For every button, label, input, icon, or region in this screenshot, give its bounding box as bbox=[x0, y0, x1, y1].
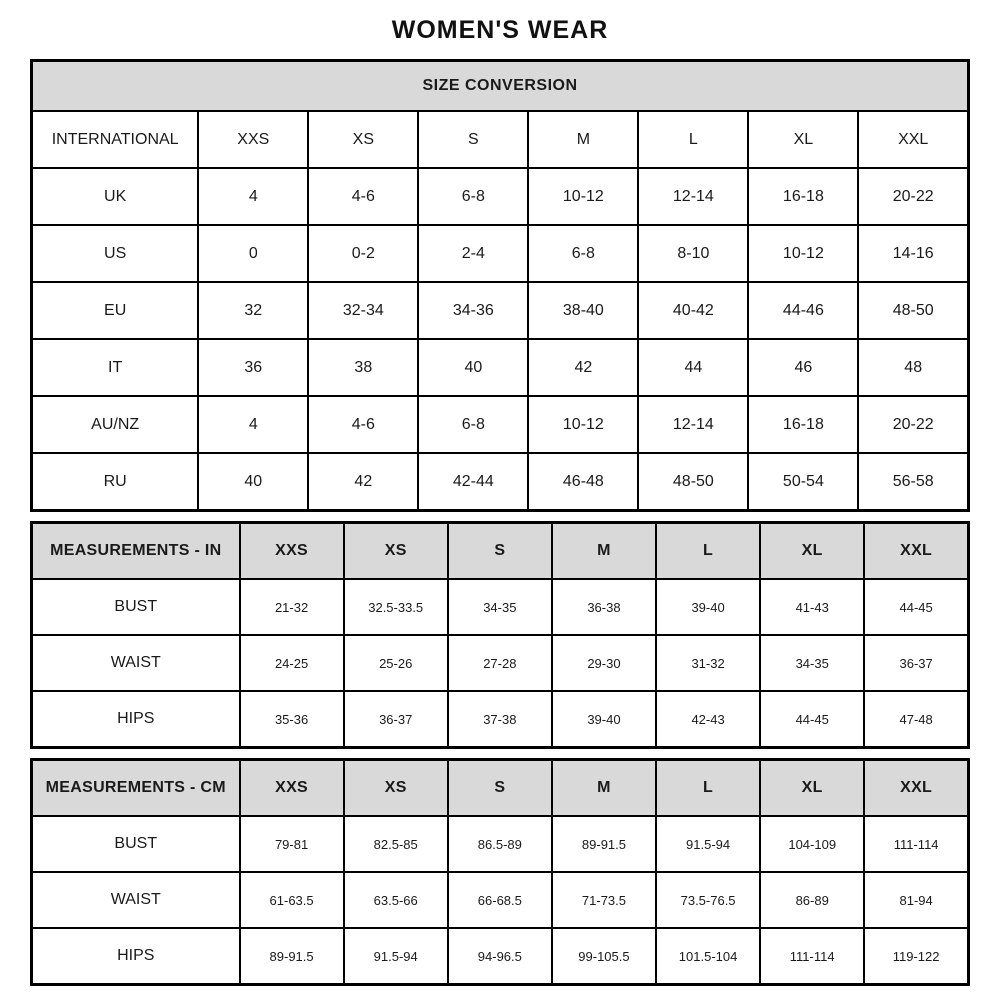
cell-value: 101.5-104 bbox=[656, 928, 760, 985]
column-header: XS bbox=[308, 111, 418, 168]
cell-value: 36-38 bbox=[552, 579, 656, 635]
cell-value: 81-94 bbox=[864, 872, 968, 928]
cell-value: 89-91.5 bbox=[552, 816, 656, 872]
row-label: IT bbox=[32, 339, 199, 396]
measurements-cm-row bbox=[32, 816, 969, 872]
size-conversion-row bbox=[32, 339, 969, 396]
cell-value: 86.5-89 bbox=[448, 816, 552, 872]
cell-value: 29-30 bbox=[552, 635, 656, 691]
column-header: XXS bbox=[240, 760, 344, 817]
cell-value: 40 bbox=[198, 453, 308, 511]
column-header: M bbox=[528, 111, 638, 168]
cell-value: 35-36 bbox=[240, 691, 344, 748]
table-title: MEASUREMENTS - IN bbox=[32, 523, 240, 580]
page-title: WOMEN'S WEAR bbox=[391, 16, 609, 44]
cell-value: 0-2 bbox=[308, 225, 418, 282]
column-header: XS bbox=[344, 523, 448, 580]
cell-value: 71-73.5 bbox=[552, 872, 656, 928]
cell-value: 44 bbox=[638, 339, 748, 396]
cell-value: 37-38 bbox=[448, 691, 552, 748]
cell-value: 10-12 bbox=[748, 225, 858, 282]
column-header: XL bbox=[748, 111, 858, 168]
measurements-cm-body bbox=[32, 760, 969, 985]
cell-value: 86-89 bbox=[760, 872, 864, 928]
column-header: L bbox=[638, 111, 748, 168]
measurements-cm-table bbox=[30, 758, 970, 986]
column-header: L bbox=[656, 760, 760, 817]
size-conversion-banner: SIZE CONVERSION bbox=[32, 61, 969, 112]
measurements-in-body bbox=[32, 523, 969, 748]
cell-value: 91.5-94 bbox=[656, 816, 760, 872]
cell-value: 36-37 bbox=[344, 691, 448, 748]
cell-value: 50-54 bbox=[748, 453, 858, 511]
size-conversion-banner-row bbox=[32, 61, 969, 112]
size-conversion-body bbox=[32, 61, 969, 511]
measurements-cm-row bbox=[32, 928, 969, 985]
cell-value: 91.5-94 bbox=[344, 928, 448, 985]
measurements-cm-header-row bbox=[32, 760, 969, 817]
cell-value: 61-63.5 bbox=[240, 872, 344, 928]
cell-value: 8-10 bbox=[638, 225, 748, 282]
measurements-in-row bbox=[32, 579, 969, 635]
cell-value: 20-22 bbox=[858, 396, 968, 453]
cell-value: 12-14 bbox=[638, 168, 748, 225]
row-label: US bbox=[32, 225, 199, 282]
column-header: S bbox=[448, 523, 552, 580]
column-header: M bbox=[552, 523, 656, 580]
cell-value: 36 bbox=[198, 339, 308, 396]
column-header: XXL bbox=[858, 111, 968, 168]
column-header: XL bbox=[760, 760, 864, 817]
measurements-in-table bbox=[30, 521, 970, 749]
size-conversion-row bbox=[32, 396, 969, 453]
row-label: HIPS bbox=[32, 928, 240, 985]
cell-value: 4-6 bbox=[308, 396, 418, 453]
cell-value: 25-26 bbox=[344, 635, 448, 691]
cell-value: 32-34 bbox=[308, 282, 418, 339]
cell-value: 63.5-66 bbox=[344, 872, 448, 928]
column-header: S bbox=[418, 111, 528, 168]
row-label: AU/NZ bbox=[32, 396, 199, 453]
cell-value: 38 bbox=[308, 339, 418, 396]
measurements-in-row bbox=[32, 691, 969, 748]
column-header: XXS bbox=[240, 523, 344, 580]
cell-value: 42-44 bbox=[418, 453, 528, 511]
size-conversion-row bbox=[32, 282, 969, 339]
cell-value: 44-45 bbox=[760, 691, 864, 748]
column-header: XXL bbox=[864, 760, 968, 817]
cell-value: 0 bbox=[198, 225, 308, 282]
row-label: EU bbox=[32, 282, 199, 339]
row-label-header: INTERNATIONAL bbox=[32, 111, 199, 168]
cell-value: 41-43 bbox=[760, 579, 864, 635]
cell-value: 34-35 bbox=[760, 635, 864, 691]
cell-value: 48-50 bbox=[858, 282, 968, 339]
measurements-cm-row bbox=[32, 872, 969, 928]
cell-value: 14-16 bbox=[858, 225, 968, 282]
cell-value: 44-45 bbox=[864, 579, 968, 635]
cell-value: 111-114 bbox=[760, 928, 864, 985]
cell-value: 48-50 bbox=[638, 453, 748, 511]
cell-value: 89-91.5 bbox=[240, 928, 344, 985]
cell-value: 66-68.5 bbox=[448, 872, 552, 928]
table-title: MEASUREMENTS - CM bbox=[32, 760, 240, 817]
cell-value: 32 bbox=[198, 282, 308, 339]
column-header: M bbox=[552, 760, 656, 817]
cell-value: 40-42 bbox=[638, 282, 748, 339]
cell-value: 12-14 bbox=[638, 396, 748, 453]
cell-value: 111-114 bbox=[864, 816, 968, 872]
cell-value: 36-37 bbox=[864, 635, 968, 691]
cell-value: 42 bbox=[308, 453, 418, 511]
cell-value: 21-32 bbox=[240, 579, 344, 635]
cell-value: 73.5-76.5 bbox=[656, 872, 760, 928]
cell-value: 44-46 bbox=[748, 282, 858, 339]
cell-value: 16-18 bbox=[748, 168, 858, 225]
cell-value: 34-36 bbox=[418, 282, 528, 339]
column-header: S bbox=[448, 760, 552, 817]
cell-value: 104-109 bbox=[760, 816, 864, 872]
row-label: WAIST bbox=[32, 635, 240, 691]
column-header: XXL bbox=[864, 523, 968, 580]
cell-value: 4-6 bbox=[308, 168, 418, 225]
cell-value: 40 bbox=[418, 339, 528, 396]
cell-value: 6-8 bbox=[528, 225, 638, 282]
cell-value: 4 bbox=[198, 168, 308, 225]
cell-value: 16-18 bbox=[748, 396, 858, 453]
cell-value: 46 bbox=[748, 339, 858, 396]
size-conversion-row bbox=[32, 453, 969, 511]
cell-value: 39-40 bbox=[656, 579, 760, 635]
cell-value: 47-48 bbox=[864, 691, 968, 748]
row-label: BUST bbox=[32, 579, 240, 635]
column-header: XXS bbox=[198, 111, 308, 168]
cell-value: 82.5-85 bbox=[344, 816, 448, 872]
measurements-in-row bbox=[32, 635, 969, 691]
cell-value: 24-25 bbox=[240, 635, 344, 691]
cell-value: 6-8 bbox=[418, 168, 528, 225]
column-header: XS bbox=[344, 760, 448, 817]
row-label: BUST bbox=[32, 816, 240, 872]
cell-value: 42-43 bbox=[656, 691, 760, 748]
cell-value: 2-4 bbox=[418, 225, 528, 282]
measurements-in-header-row bbox=[32, 523, 969, 580]
cell-value: 99-105.5 bbox=[552, 928, 656, 985]
row-label: WAIST bbox=[32, 872, 240, 928]
size-conversion-row bbox=[32, 168, 969, 225]
size-conversion-table bbox=[30, 59, 970, 512]
cell-value: 10-12 bbox=[528, 396, 638, 453]
cell-value: 39-40 bbox=[552, 691, 656, 748]
cell-value: 46-48 bbox=[528, 453, 638, 511]
cell-value: 10-12 bbox=[528, 168, 638, 225]
row-label: HIPS bbox=[32, 691, 240, 748]
cell-value: 56-58 bbox=[858, 453, 968, 511]
cell-value: 31-32 bbox=[656, 635, 760, 691]
cell-value: 6-8 bbox=[418, 396, 528, 453]
size-conversion-header-row bbox=[32, 111, 969, 168]
cell-value: 4 bbox=[198, 396, 308, 453]
cell-value: 79-81 bbox=[240, 816, 344, 872]
size-conversion-row bbox=[32, 225, 969, 282]
column-header: XL bbox=[760, 523, 864, 580]
cell-value: 27-28 bbox=[448, 635, 552, 691]
cell-value: 38-40 bbox=[528, 282, 638, 339]
column-header: L bbox=[656, 523, 760, 580]
cell-value: 48 bbox=[858, 339, 968, 396]
cell-value: 119-122 bbox=[864, 928, 968, 985]
cell-value: 20-22 bbox=[858, 168, 968, 225]
row-label: UK bbox=[32, 168, 199, 225]
cell-value: 34-35 bbox=[448, 579, 552, 635]
cell-value: 42 bbox=[528, 339, 638, 396]
row-label: RU bbox=[32, 453, 199, 511]
cell-value: 94-96.5 bbox=[448, 928, 552, 985]
cell-value: 32.5-33.5 bbox=[344, 579, 448, 635]
